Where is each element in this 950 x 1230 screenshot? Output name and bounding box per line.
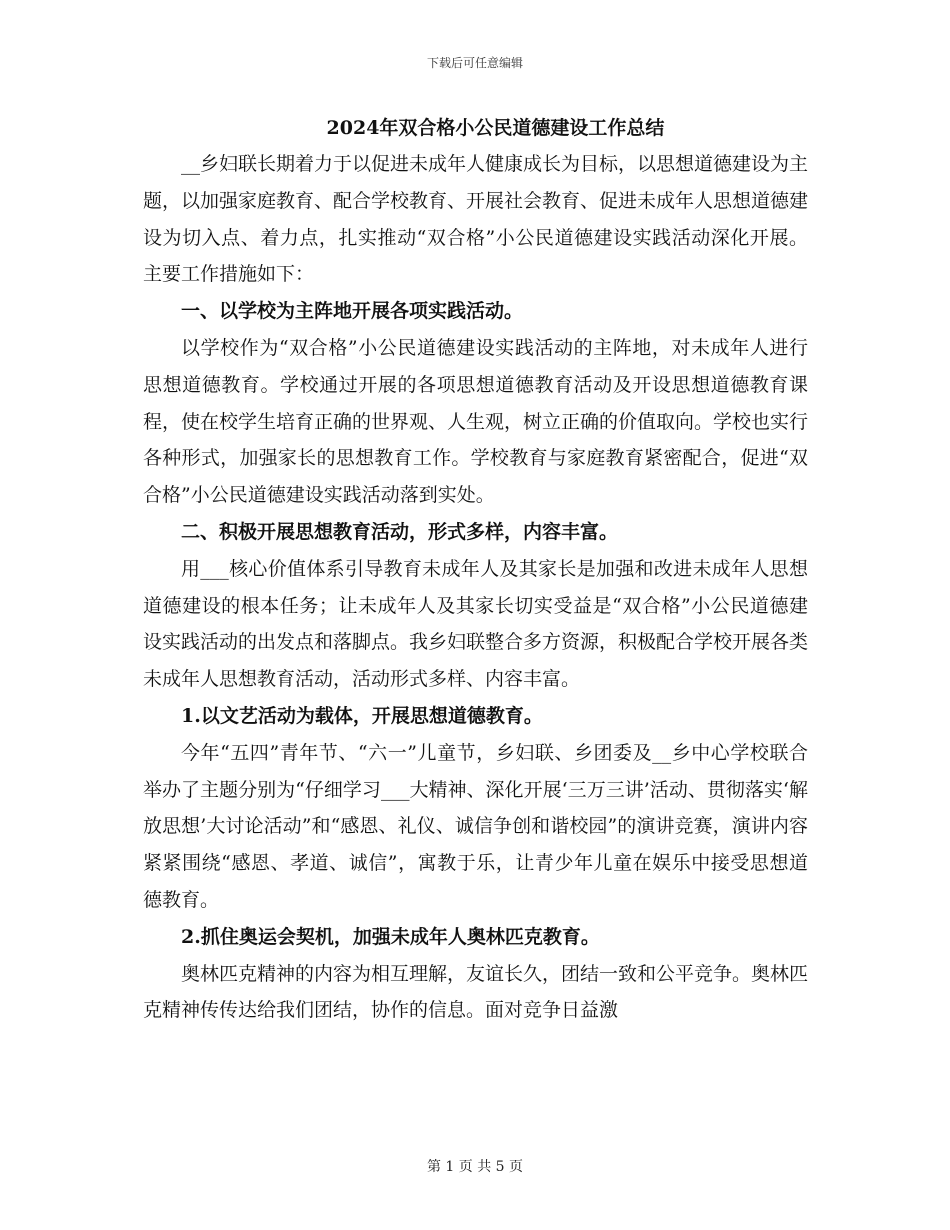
section-heading-1: 一、以学校为主阵地开展各项实践活动。 [181, 300, 524, 323]
section-heading-2: 二、积极开展思想教育活动，形式多样，内容丰富。 [181, 520, 619, 543]
subsection-heading-2: 2.抓住奥运会契机，加强未成年人奥林匹克教育。 [181, 925, 600, 948]
header-note: 下载后可任意编辑 [426, 56, 523, 70]
document-title: 2024年双合格小公民道德建设工作总结 [326, 117, 665, 139]
paragraph-intro: __乡妇联长期着力于以促进未成年人健康成长为目标，以思想道德建设为主题，以加强家庭教育、配合学校教育、开展社会教育、促进未成年人思想道德建设为切入点、着力点，扎实推动“双合格”小公民道德建设实践活动深化开展。主要工作措施如下： [143, 153, 809, 286]
page-number: 第 1 页 共 5 页 [426, 1159, 524, 1175]
paragraph-school: 以学校作为“双合格”小公民道德建设实践活动的主阵地，对未成年人进行思想道德教育。学校通过开展的各项思想道德教育活动及开设思想道德教育课程，使在校学生培育正确的世界观、人生观，树立正确的价值取向。学校也实行各种形式，加强家长的思想教育工作。学校教育与家庭教育紧密配合，促进“双合格”小公民道德建设实践活动落到实处。 [143, 336, 809, 507]
paragraph-olympics: 奥林匹克精神的内容为相互理解，友谊长久，团结一致和公平竞争。奥林匹克精神传传达给我们团结，协作的信息。面对竞争日益激 [143, 962, 809, 1022]
document-body [143, 110, 808, 1029]
paragraph-activities: 用___核心价值体系引导教育未成年人及其家长是加强和改进未成年人思想道德建设的根本任务；让未成年人及其家长切实受益是“双合格”小公民道德建设实践活动的出发点和落脚点。我乡妇联整合多方资源，积极配合学校开展各类未成年人思想教育活动，活动形式多样、内容丰富。 [143, 557, 809, 691]
paragraph-arts: 今年“五四”青年节、“六一”儿童节，乡妇联、乡团委及__乡中心学校联合举办了主题分别为“仔细学习___大精神、深化开展‘三万三讲’活动、贯彻落实‘解放思想’大讨论活动”和“感恩、礼仪、诚信争创和谐校园”的演讲竞赛，演讲内容紧紧围绕“感恩、孝道、诚信”，寓教于乐，让青少年儿童在娱乐中接受思想道德教育。 [143, 741, 808, 911]
subsection-heading-1: 1.以文艺活动为载体，开展思想道德教育。 [181, 704, 543, 727]
